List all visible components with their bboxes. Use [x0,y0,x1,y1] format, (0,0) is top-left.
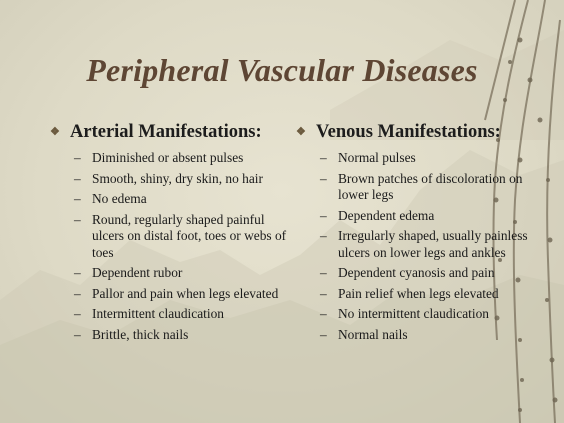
dash-bullet: – [320,326,327,342]
dash-bullet: – [320,228,327,243]
dash-bullet: – [74,326,81,342]
dash-bullet: – [74,265,81,280]
diamond-bullet-icon: ❖ [50,126,60,138]
list-item: – Irregularly shaped, usually painless ulcers on lower legs and ankles [320,228,528,260]
list-item: – Dependent cyanosis and pain [320,265,495,280]
dash-bullet: – [74,211,81,227]
dash-bullet: – [74,191,81,206]
venous-list [296,150,536,343]
dash-bullet: – [74,170,81,186]
list-item: – Round, regularly shaped painful ulcers on distal foot, toes or webs of toes [74,211,287,260]
diamond-bullet-icon: ❖ [296,126,306,138]
venous-heading-text: Venous Manifestations: [316,122,501,142]
list-item: – Intermittent claudication [74,306,224,321]
arterial-heading-text: Arterial Manifestations: [70,122,262,142]
dash-bullet: – [74,306,81,321]
dash-bullet: – [320,150,327,165]
list-item: – Pallor and pain when legs elevated [74,285,279,301]
list-item: – Smooth, shiny, dry skin, no hair [74,170,263,186]
list-item: – Brown patches of discoloration on lower legs [320,170,523,202]
arterial-heading [50,122,290,143]
dash-bullet: – [320,306,327,321]
dash-bullet: – [320,170,327,186]
list-item: – Dependent rubor [74,265,183,280]
arterial-column [50,122,290,347]
venous-heading [296,122,536,143]
dash-bullet: – [74,285,81,301]
list-item: – Brittle, thick nails [74,326,189,342]
slide-title: Peripheral Vascular Diseases [86,52,478,88]
list-item: – Dependent edema [320,207,435,223]
list-item: – Normal pulses [320,150,416,165]
dash-bullet: – [74,150,81,165]
list-item: – Normal nails [320,326,408,342]
list-item: – Pain relief when legs elevated [320,285,499,301]
venous-column [296,122,536,347]
list-item: – No intermittent claudication [320,306,489,321]
arterial-list [50,150,290,343]
list-item: – No edema [74,191,147,206]
dash-bullet: – [320,265,327,280]
list-item: – Diminished or absent pulses [74,150,244,165]
dash-bullet: – [320,285,327,301]
dash-bullet: – [320,207,327,223]
